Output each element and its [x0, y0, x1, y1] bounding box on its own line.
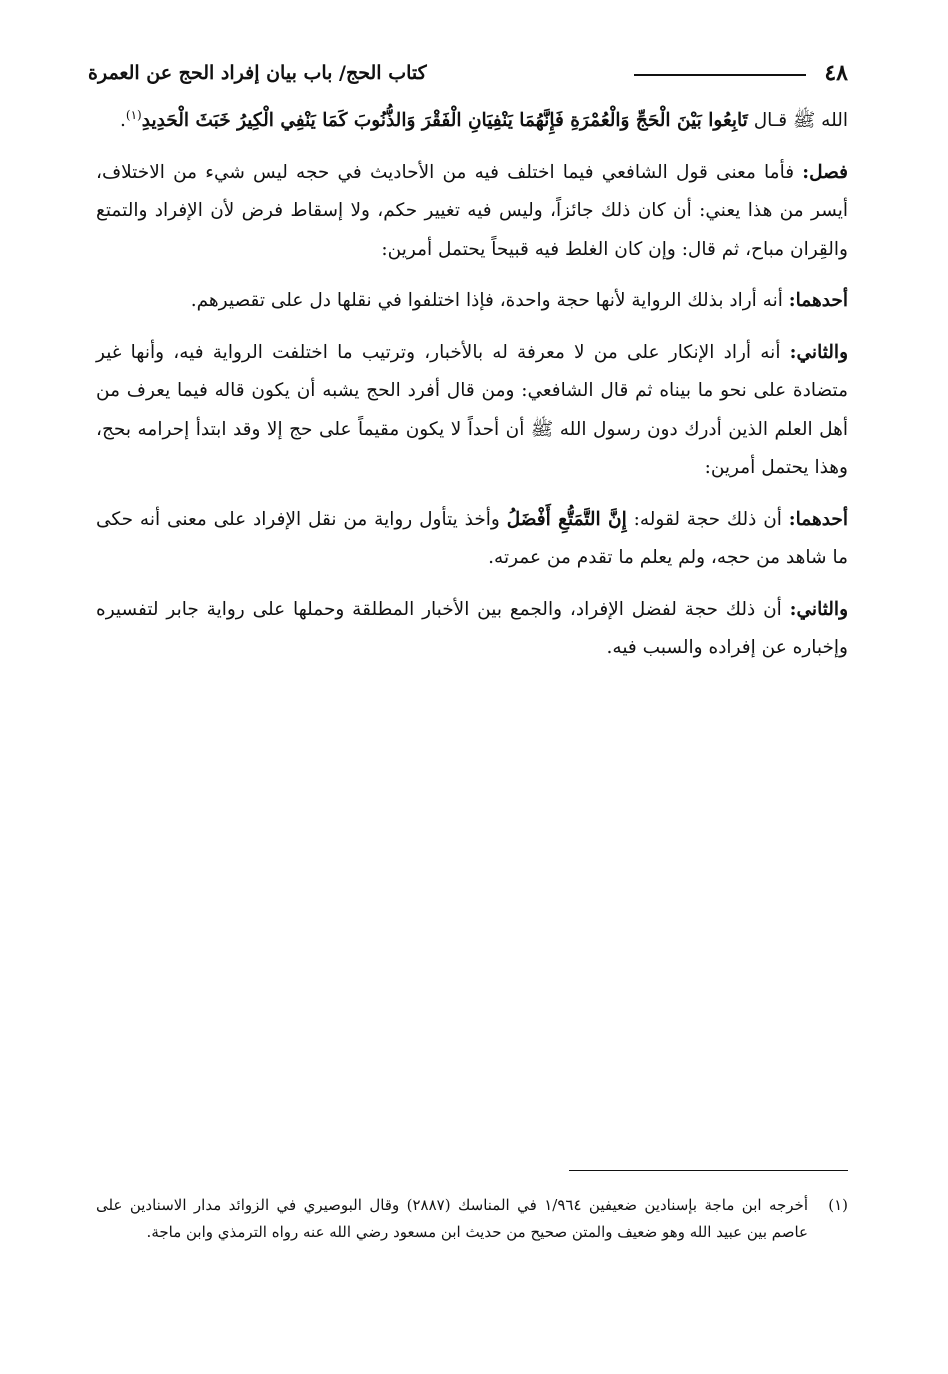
- running-title: كتاب الحج/ باب بيان إفراد الحج عن العمرة: [88, 62, 427, 84]
- running-header: [88, 58, 848, 92]
- hadith-quote: تَابِعُوا بَيْنَ الْحَجِّ وَالْعُمْرَةِ فَإِنَّهُمَا يَنْفِيَانِ الْفَقْرَ وَالذُّنُوبَ كَمَا يَنْفِي الْكِيرُ خَبَثَ الْحَدِيدِ: [141, 110, 748, 131]
- hadith-paragraph: [96, 102, 848, 141]
- paragraph-label: والثاني:: [789, 341, 848, 363]
- paragraph-text: وأخذ يتأول رواية من نقل الإفراد على معنى أنه حكى ما شاهد من حجه، ولم يعلم ما تقدم من عمرته.: [96, 508, 848, 568]
- paragraph-first-meaning: [96, 282, 848, 321]
- main-text: [96, 102, 848, 681]
- footnote: [96, 1192, 848, 1246]
- header-rule: [634, 74, 806, 76]
- paragraph-label: أحدهما:: [788, 508, 848, 530]
- page-number: ٤٨: [824, 60, 848, 86]
- footnote-marker: (١): [125, 107, 142, 122]
- paragraph-label: والثاني:: [789, 598, 848, 620]
- paragraph-quote: إِنَّ التَّمَتُّعِ أَفْضَلُ: [506, 508, 627, 530]
- footnote-rule: [569, 1170, 848, 1171]
- paragraph-first-option: [96, 501, 848, 578]
- paragraph-text-before: أن ذلك حجة لقوله:: [633, 508, 782, 530]
- paragraph-text: أنه أراد بذلك الرواية لأنها حجة واحدة، فإذا اختلفوا في نقلها دل على تقصيرهم.: [190, 290, 783, 311]
- hadith-end: .: [120, 110, 126, 131]
- hadith-intro: الله ﷺ قـال: [753, 110, 848, 131]
- paragraph-text: فأما معنى قول الشافعي فيما اختلف فيه من الأحاديث في حجه ليس شيء من الاختلاف، أيسر من هذا يعني: أن كان ذلك جائزاً، وليس فيه تغيير حكم، ولا إسقاط فرض لأن الإفراد والتمتع والقِران مباح، ثم قال: وإن كان الغلط فيه قبيحاً يحتمل أمرين:: [96, 161, 848, 260]
- paragraph-second-option: [96, 591, 848, 668]
- paragraph-text: أنه أراد الإنكار على من لا معرفة له بالأخبار، وترتيب ما اختلفت الرواية فيه، وأنها غير متضادة على نحو ما بيناه ثم قال الشافعي: ومن قال أفرد الحج يشبه أن يكون قاله فيما يعرف من أهل العلم الذين أدرك دون رسول الله ﷺ أن أحداً لا يكون مقيماً على حج إلا وقد ابتدأ إحرامه بحج، وهذا يحتمل أمرين:: [96, 341, 848, 478]
- paragraph-label: أحدهما:: [788, 290, 848, 311]
- paragraph-second-meaning: [96, 334, 848, 488]
- paragraph-fasl: [96, 154, 848, 270]
- paragraph-label: فصل:: [802, 161, 848, 183]
- footnote-text: أخرجه ابن ماجة بإسنادين ضعيفين ١/٩٦٤ في المناسك (٢٨٨٧) وقال البوصيري في الزوائد مدار الاسنادين على عاصم بين عبيد الله وهو ضعيف والمتن صحيح من حديث ابن مسعود رضي الله عنه رواه الترمذي وابن ماجة.: [96, 1196, 809, 1241]
- paragraph-text: أن ذلك حجة لفضل الإفراد، والجمع بين الأخبار المطلقة وحملها على رواية جابر لتفسيره وإخباره عن إفراده والسبب فيه.: [96, 598, 848, 658]
- footnote-number: (١): [828, 1196, 848, 1214]
